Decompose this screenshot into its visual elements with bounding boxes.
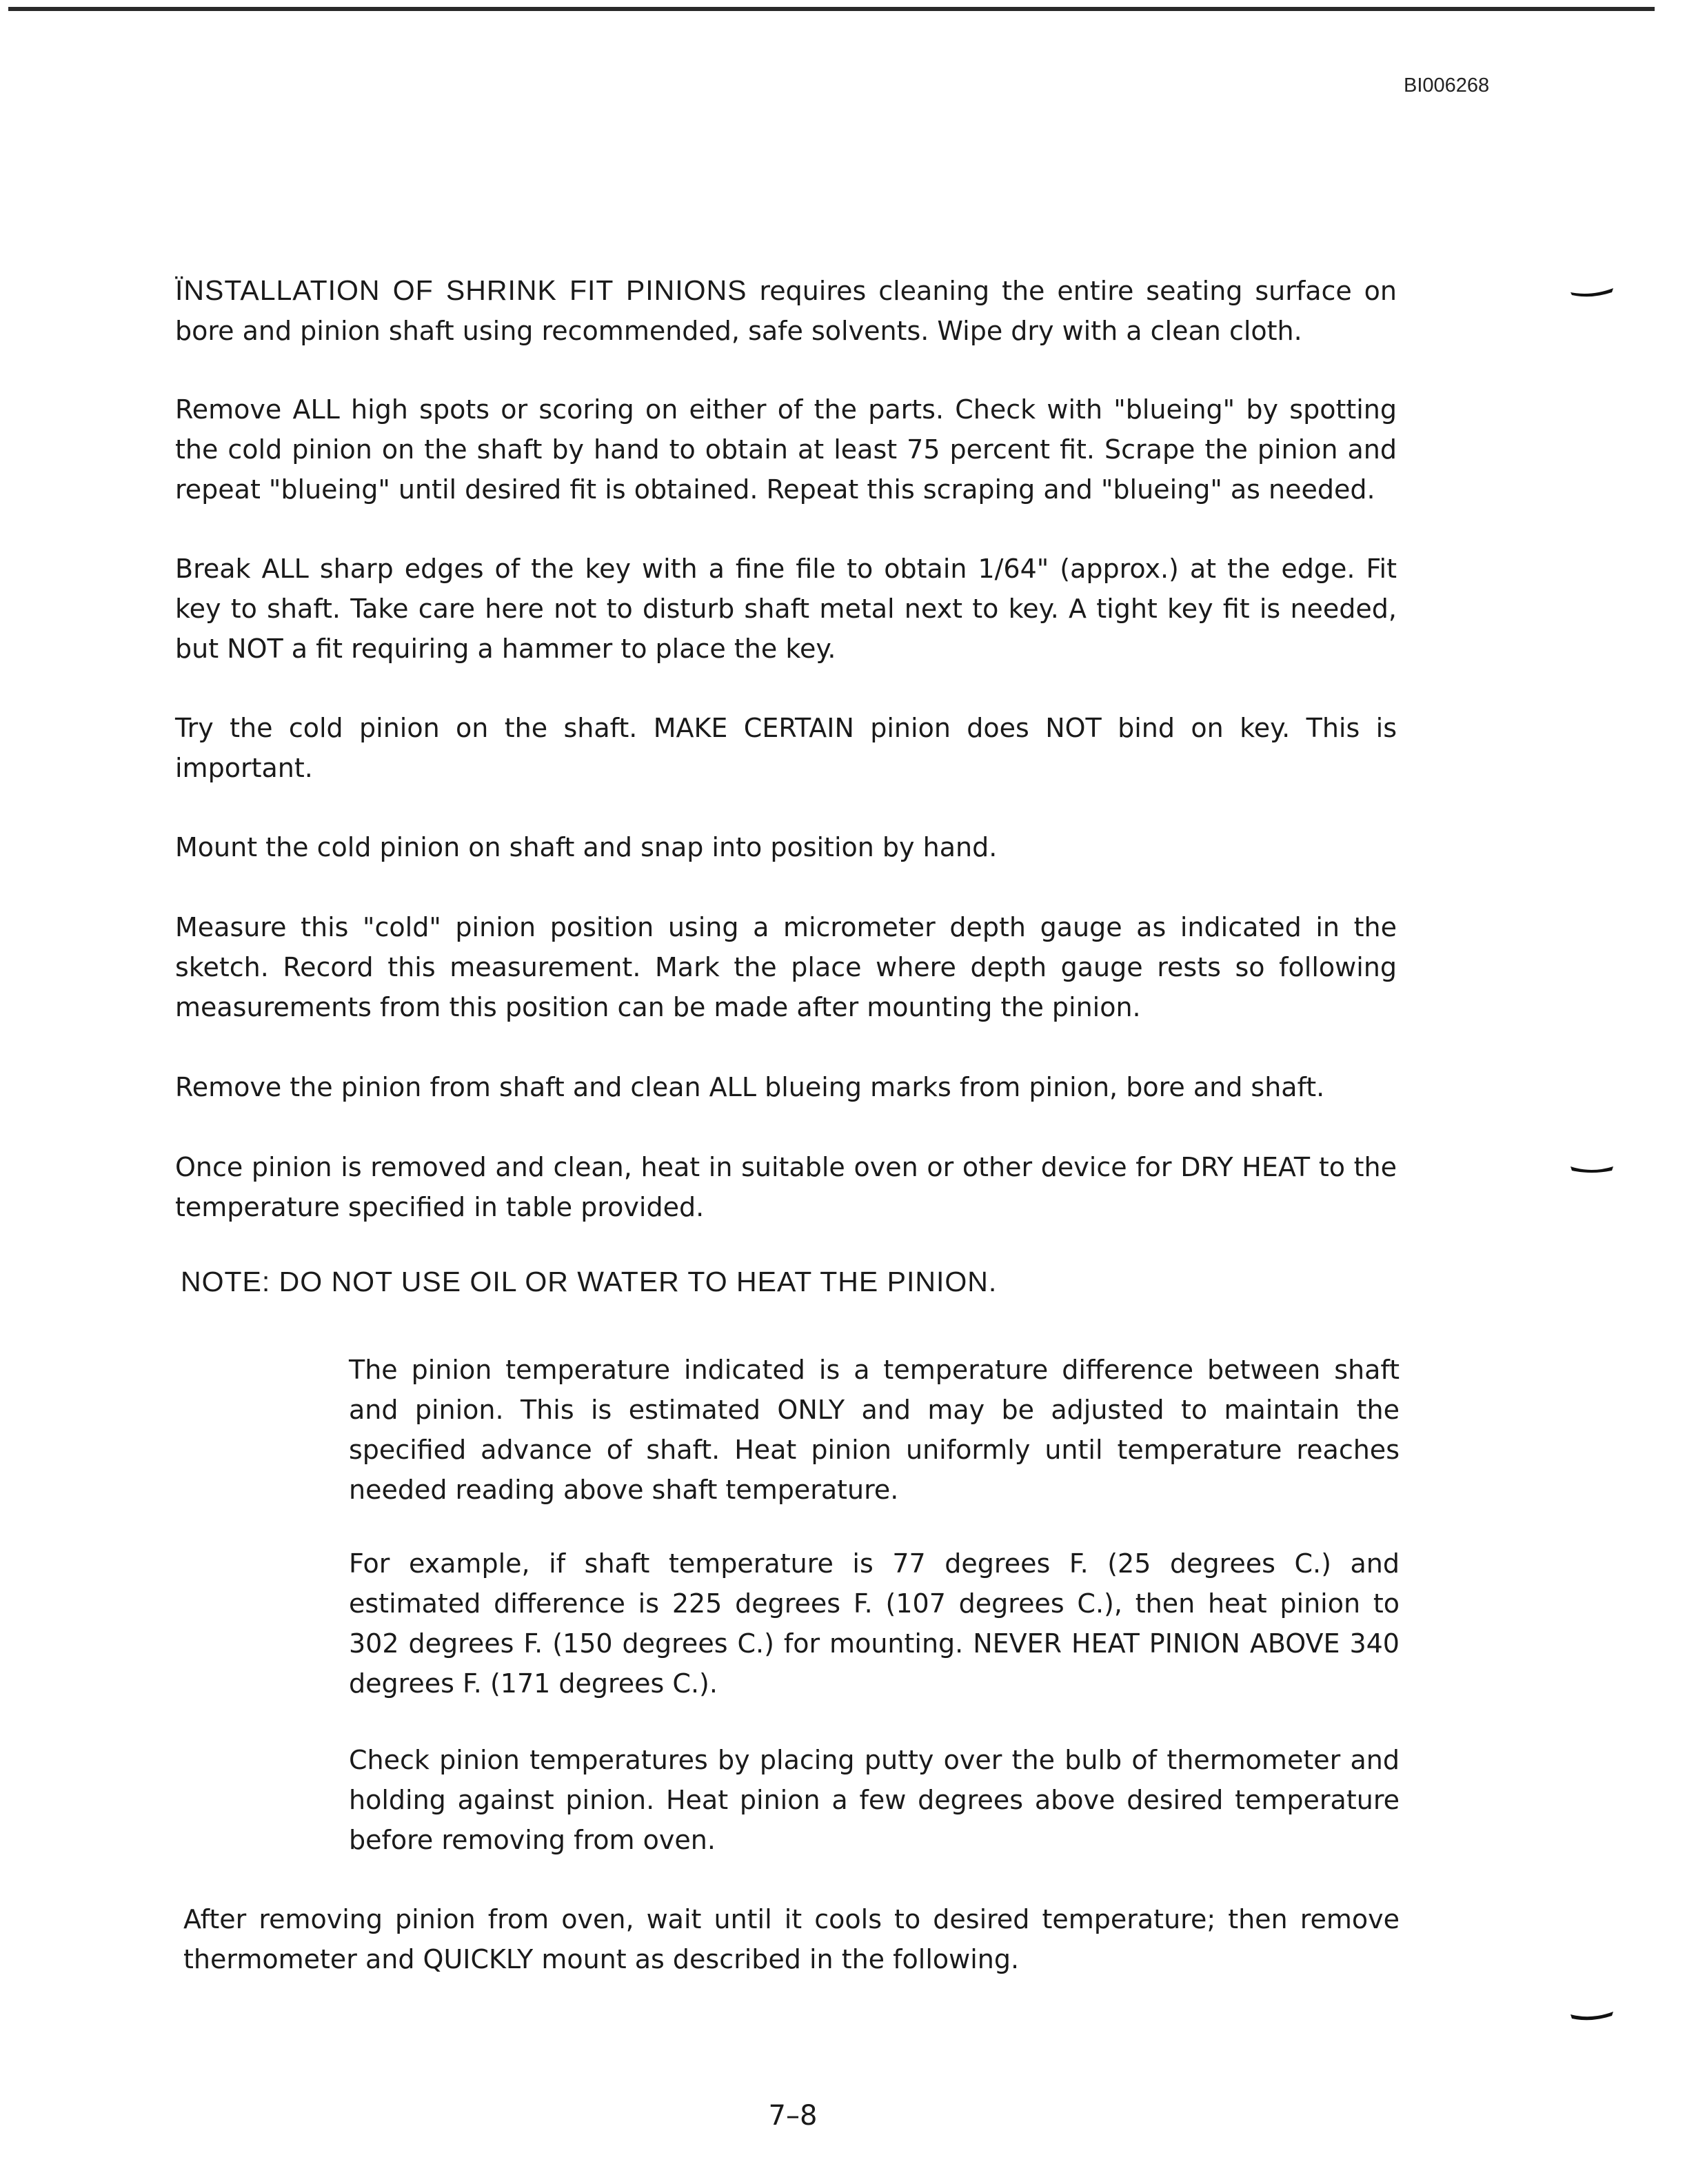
note-paragraph-check-temperature: Check pinion temperatures by placing putty over the bulb of thermometer and holding against pinion. Heat pinion a few degrees above desired temperature before removing from oven. xyxy=(349,1745,1400,1855)
note-paragraph-example: For example, if shaft temperature is 77 degrees F. (25 degrees C.) and estimated difference is 225 degrees F. (107 degrees C.), then heat pinion to 302 degrees F. (150 degrees C.) for mounting. NEVER HEAT PINION ABOVE 340 degrees F. (171 degrees C.). xyxy=(349,1548,1400,1699)
note-heading: NOTE: DO NOT USE OIL OR WATER TO HEAT THE PINION. xyxy=(181,1266,998,1297)
paragraph-installation xyxy=(175,270,1397,351)
paragraph-lead-heading: ÏNSTALLATION OF SHRINK FIT PINIONS xyxy=(175,274,747,306)
top-rule xyxy=(8,7,1655,11)
margin-change-bar-icon xyxy=(1571,288,1613,298)
paragraph-break-sharp-edges: Break ALL sharp edges of the key with a fine file to obtain 1/64" (approx.) at the edge. Fit key to shaft. Take care here not to disturb shaft metal next to key. A tight key fit is needed, but NOT a fit requiring a hammer to place the key. xyxy=(175,554,1397,664)
margin-change-bar-icon xyxy=(1571,1165,1613,1175)
document-id: BI006268 xyxy=(1404,74,1490,97)
margin-change-bar-icon xyxy=(1571,2012,1613,2021)
paragraph-remove-pinion: Remove the pinion from shaft and clean ALL blueing marks from pinion, bore and shaft. xyxy=(175,1072,1325,1102)
paragraph-heat-pinion: Once pinion is removed and clean, heat in suitable oven or other device for DRY HEAT to the temperature specified in table provided. xyxy=(175,1152,1397,1222)
page-number: 7–8 xyxy=(768,2100,818,2132)
paragraph-try-cold-pinion: Try the cold pinion on the shaft. MAKE CERTAIN pinion does NOT bind on key. This is important. xyxy=(175,713,1397,783)
paragraph-after-removing: After removing pinion from oven, wait until it cools to desired temperature; then remove thermometer and QUICKLY mount as described in the following. xyxy=(183,1904,1400,1974)
paragraph-installation-text: requires cleaning the entire seating surface on bore and pinion shaft using recommended, safe solvents. Wipe dry with a clean cloth. xyxy=(175,276,1397,346)
paragraph-measure-position: Measure this "cold" pinion position using a micrometer depth gauge as indicated in the sketch. Record this measurement. Mark the place where depth gauge rests so following measurements from this position can be made after mounting the pinion. xyxy=(175,912,1397,1022)
paragraph-mount-cold-pinion: Mount the cold pinion on shaft and snap into position by hand. xyxy=(175,832,998,862)
paragraph-remove-high-spots: Remove ALL high spots or scoring on either of the parts. Check with "blueing" by spotting the cold pinion on the shaft by hand to obtain at least 75 percent fit. Scrape the pinion and repeat "blueing" until desired fit is obtained. Repeat this scraping and "blueing" as needed. xyxy=(175,394,1397,505)
note-paragraph-temperature: The pinion temperature indicated is a temperature difference between shaft and pinion. This is estimated ONLY and may be adjusted to maintain the specified advance of shaft. Heat pinion uniformly until temperature reaches needed reading above shaft temperature. xyxy=(349,1355,1400,1505)
